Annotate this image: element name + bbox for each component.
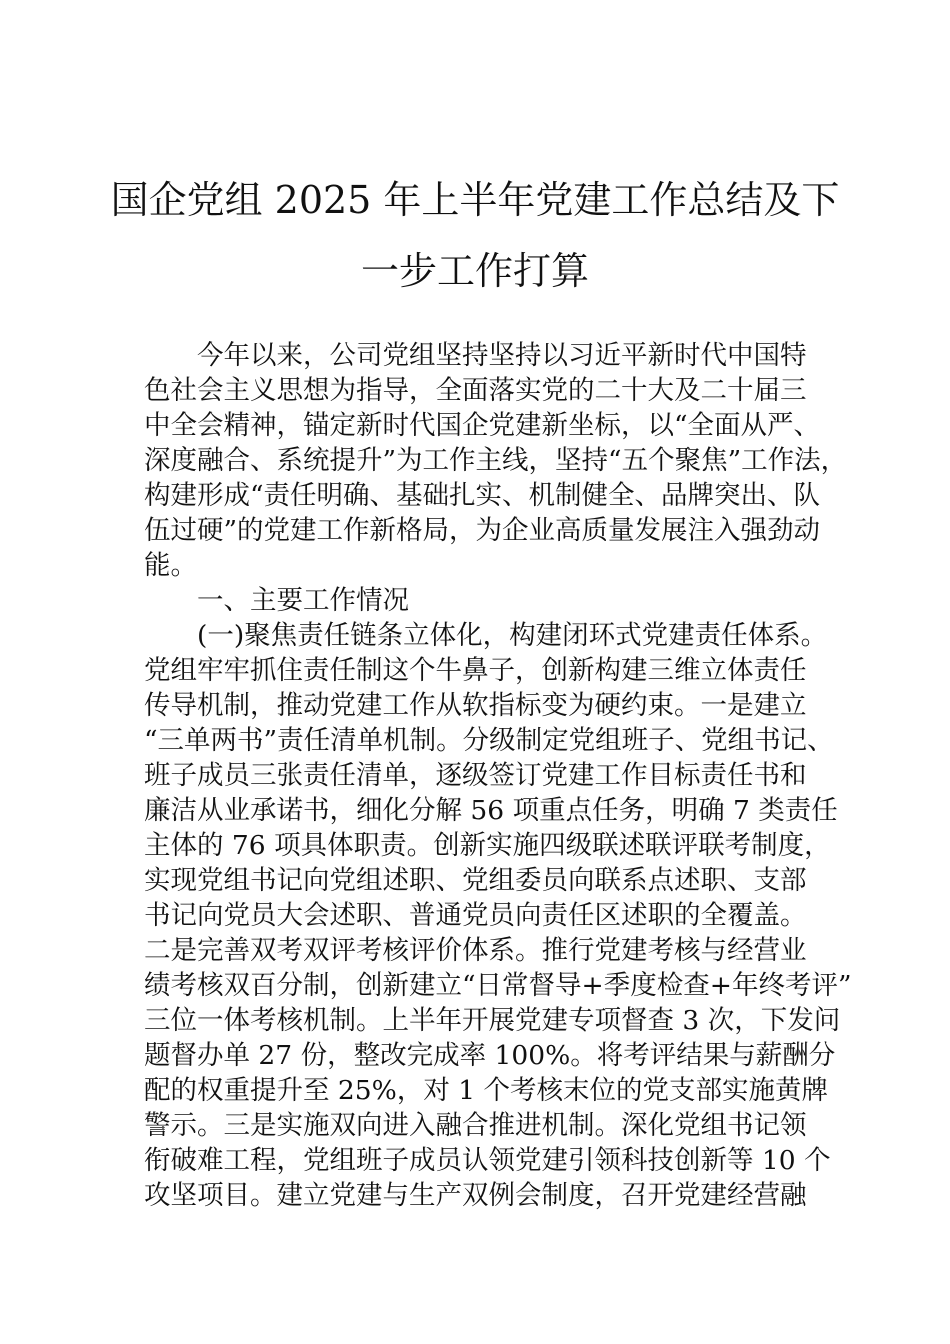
body-line: “三单两书”责任清单机制。分级制定党组班子、党组书记、 bbox=[144, 725, 834, 756]
body-line: 伍过硬”的党建工作新格局，为企业高质量发展注入强劲动 bbox=[144, 515, 821, 546]
body-line: 中全会精神，锚定新时代国企党建新坐标，以“全面从严、 bbox=[144, 410, 821, 441]
body-line: 能。 bbox=[144, 550, 197, 581]
body-line: 党组牢牢抓住责任制这个牛鼻子，创新构建三维立体责任 bbox=[144, 655, 807, 686]
body-line: 主体的 76 项具体职责。创新实施四级联述联评联考制度， bbox=[144, 830, 831, 861]
subsection-heading: (一)聚焦责任链条立体化，构建闭环式党建责任体系。 bbox=[144, 620, 828, 651]
body-line: 实现党组书记向党组述职、党组委员向联系点述职、支部 bbox=[144, 865, 807, 896]
body-line: 题督办单 27 份，整改完成率 100%。将考评结果与薪酬分 bbox=[144, 1040, 836, 1071]
body-line: 构建形成“责任明确、基础扎实、机制健全、品牌突出、队 bbox=[144, 480, 821, 511]
body-line: 色社会主义思想为指导，全面落实党的二十大及二十届三 bbox=[144, 375, 807, 406]
body-line: 配的权重提升至 25%，对 1 个考核末位的党支部实施黄牌 bbox=[144, 1075, 829, 1106]
body-line: 班子成员三张责任清单，逐级签订党建工作目标责任书和 bbox=[144, 760, 807, 791]
body-line: 廉洁从业承诺书，细化分解 56 项重点任务，明确 7 类责任 bbox=[144, 795, 838, 826]
body-line: 绩考核双百分制，创新建立“日常督导+季度检查+年终考评” bbox=[144, 970, 852, 1001]
body-line: 传导机制，推动党建工作从软指标变为硬约束。一是建立 bbox=[144, 690, 807, 721]
body-line: 警示。三是实施双向进入融合推进机制。深化党组书记领 bbox=[144, 1110, 807, 1141]
document-title-line-1: 国企党组 2025 年上半年党建工作总结及下 bbox=[110, 178, 840, 222]
section-heading: 一、主要工作情况 bbox=[144, 585, 409, 616]
body-line: 三位一体考核机制。上半年开展党建专项督查 3 次，下发问 bbox=[144, 1005, 841, 1036]
body-line: 二是完善双考双评考核评价体系。推行党建考核与经营业 bbox=[144, 935, 807, 966]
body-line: 攻坚项目。建立党建与生产双例会制度，召开党建经营融 bbox=[144, 1180, 807, 1211]
body-line: 今年以来，公司党组坚持坚持以习近平新时代中国特 bbox=[144, 340, 807, 371]
body-line: 衔破难工程，党组班子成员认领党建引领科技创新等 10 个 bbox=[144, 1145, 831, 1176]
body-line: 书记向党员大会述职、普通党员向责任区述职的全覆盖。 bbox=[144, 900, 807, 931]
document-title-line-2: 一步工作打算 bbox=[360, 249, 589, 293]
body-line: 深度融合、系统提升”为工作主线，坚持“五个聚焦”工作法， bbox=[144, 445, 848, 476]
